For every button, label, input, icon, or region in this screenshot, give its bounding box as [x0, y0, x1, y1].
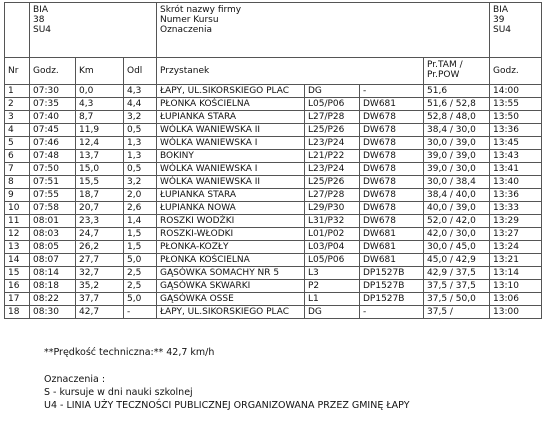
- cell-code: L05/P06: [305, 98, 360, 111]
- cell-line: DP1527B: [360, 293, 424, 306]
- cell-nr: 13: [5, 241, 30, 254]
- cell-code: L01/P02: [305, 228, 360, 241]
- cell-nr: 15: [5, 267, 30, 280]
- cell-km: 42,7: [76, 306, 124, 319]
- cell-code: L25/P26: [305, 124, 360, 137]
- cell-speed: 42,9 / 37,5: [424, 267, 490, 280]
- cell-time2: 13:29: [490, 215, 542, 228]
- cell-time2: 13:45: [490, 137, 542, 150]
- cell-line: -: [360, 85, 424, 98]
- cell-nr: 4: [5, 124, 30, 137]
- cell-nr: 14: [5, 254, 30, 267]
- column-header-row: [5, 58, 542, 85]
- cell-time: 08:22: [30, 293, 76, 306]
- technical-speed-note: **Prędkość techniczna:** 42,7 km/h: [44, 347, 215, 358]
- cell-nr: 10: [5, 202, 30, 215]
- cell-stop: WÓLKA WANIEWSKA I: [157, 137, 305, 150]
- cell-stop: ŁUPIANKA STARA: [157, 189, 305, 202]
- cell-code: L1: [305, 293, 360, 306]
- cell-time2: 13:24: [490, 241, 542, 254]
- cell-speed: 52,8 / 48,0: [424, 111, 490, 124]
- cell-time: 07:48: [30, 150, 76, 163]
- cell-line: DW678: [360, 189, 424, 202]
- cell-line: DW678: [360, 124, 424, 137]
- cell-km: 13,7: [76, 150, 124, 163]
- cell-stop: ŁUPIANKA NOWA: [157, 202, 305, 215]
- cell-time2: 13:41: [490, 163, 542, 176]
- cell-code: L27/P28: [305, 111, 360, 124]
- cell-time: 08:07: [30, 254, 76, 267]
- cell-code: L05/P06: [305, 254, 360, 267]
- header-right-cell: [490, 3, 542, 58]
- header-left-line: BIA: [33, 5, 48, 15]
- cell-stop: WÓLKA WANIEWSKA II: [157, 124, 305, 137]
- cell-speed: 37,5 /: [424, 306, 490, 319]
- header-left-line: 38: [33, 15, 45, 25]
- cell-nr: 12: [5, 228, 30, 241]
- cell-nr: 11: [5, 215, 30, 228]
- cell-time2: 14:00: [490, 85, 542, 98]
- cell-time2: 13:10: [490, 280, 542, 293]
- cell-line: DW678: [360, 215, 424, 228]
- cell-km: 11,9: [76, 124, 124, 137]
- cell-km: 26,2: [76, 241, 124, 254]
- cell-line: DW678: [360, 202, 424, 215]
- table-row: [5, 267, 542, 280]
- cell-code: L29/P30: [305, 202, 360, 215]
- cell-km: 24,7: [76, 228, 124, 241]
- cell-speed: 51,6: [424, 85, 490, 98]
- cell-code: L31/P32: [305, 215, 360, 228]
- cell-line: DW681: [360, 228, 424, 241]
- cell-km: 4,3: [76, 98, 124, 111]
- header-blank-cell: [5, 3, 30, 58]
- cell-time: 08:14: [30, 267, 76, 280]
- cell-odl: 4,3: [124, 85, 157, 98]
- cell-km: 0,0: [76, 85, 124, 98]
- col-header-time: Godz.: [30, 58, 76, 85]
- cell-time2: 13:06: [490, 293, 542, 306]
- cell-km: 18,7: [76, 189, 124, 202]
- cell-time: 07:58: [30, 202, 76, 215]
- cell-speed: 52,0 / 42,0: [424, 215, 490, 228]
- cell-time: 07:51: [30, 176, 76, 189]
- cell-stop: ŁAPY, UL.SIKORSKIEGO PLAC: [157, 85, 305, 98]
- cell-time2: 13:21: [490, 254, 542, 267]
- cell-code: L3: [305, 267, 360, 280]
- header-center-line: Oznaczenia: [160, 25, 212, 35]
- cell-nr: 1: [5, 85, 30, 98]
- cell-time: 08:03: [30, 228, 76, 241]
- table-row: [5, 241, 542, 254]
- cell-speed: 38,4 / 40,0: [424, 189, 490, 202]
- cell-odl: 2,5: [124, 280, 157, 293]
- cell-code: L23/P24: [305, 163, 360, 176]
- cell-stop: BOKINY: [157, 150, 305, 163]
- cell-odl: 5,0: [124, 293, 157, 306]
- cell-speed: 40,0 / 39,0: [424, 202, 490, 215]
- cell-time2: 13:33: [490, 202, 542, 215]
- table-row: [5, 98, 542, 111]
- cell-stop: PŁONKA KOŚCIELNA: [157, 254, 305, 267]
- cell-line: DP1527B: [360, 280, 424, 293]
- cell-nr: 9: [5, 189, 30, 202]
- cell-odl: 0,5: [124, 124, 157, 137]
- cell-km: 15,0: [76, 163, 124, 176]
- table-row: [5, 150, 542, 163]
- cell-time: 08:30: [30, 306, 76, 319]
- cell-stop: ŁAPY, UL.SIKORSKIEGO PLAC: [157, 306, 305, 319]
- cell-time: 07:40: [30, 111, 76, 124]
- cell-odl: -: [124, 306, 157, 319]
- cell-stop: GĄSÓWKA SOMACHY NR 5: [157, 267, 305, 280]
- cell-km: 20,7: [76, 202, 124, 215]
- cell-km: 12,4: [76, 137, 124, 150]
- table-row: [5, 215, 542, 228]
- cell-time: 08:01: [30, 215, 76, 228]
- table-row: [5, 280, 542, 293]
- col-header-km: Km: [76, 58, 124, 85]
- cell-time2: 13:36: [490, 189, 542, 202]
- cell-speed: 42,0 / 30,0: [424, 228, 490, 241]
- cell-line: DW678: [360, 150, 424, 163]
- cell-km: 35,2: [76, 280, 124, 293]
- header-right-line: BIA: [493, 5, 508, 15]
- cell-nr: 7: [5, 163, 30, 176]
- cell-speed: 30,0 / 38,4: [424, 176, 490, 189]
- cell-speed: 45,0 / 42,9: [424, 254, 490, 267]
- cell-odl: 2,6: [124, 202, 157, 215]
- cell-code: DG: [305, 85, 360, 98]
- cell-time: 07:30: [30, 85, 76, 98]
- cell-nr: 18: [5, 306, 30, 319]
- cell-line: -: [360, 306, 424, 319]
- cell-nr: 16: [5, 280, 30, 293]
- cell-speed: 39,0 / 39,0: [424, 150, 490, 163]
- col-header-odl: Odl: [124, 58, 157, 85]
- cell-code: L21/P22: [305, 150, 360, 163]
- cell-time2: 13:50: [490, 111, 542, 124]
- cell-odl: 1,5: [124, 228, 157, 241]
- table-row: [5, 111, 542, 124]
- cell-odl: 4,4: [124, 98, 157, 111]
- col-header-stop: Przystanek: [157, 58, 424, 85]
- table-row: [5, 306, 542, 319]
- cell-line: DW678: [360, 137, 424, 150]
- cell-odl: 2,5: [124, 267, 157, 280]
- cell-time2: 13:40: [490, 176, 542, 189]
- cell-nr: 8: [5, 176, 30, 189]
- cell-code: L27/P28: [305, 189, 360, 202]
- cell-time: 08:05: [30, 241, 76, 254]
- cell-speed: 37,5 / 37,5: [424, 280, 490, 293]
- cell-odl: 1,4: [124, 215, 157, 228]
- header-right-line: 39: [493, 15, 505, 25]
- cell-time: 08:18: [30, 280, 76, 293]
- table-row: [5, 254, 542, 267]
- table-row: [5, 124, 542, 137]
- cell-odl: 3,2: [124, 111, 157, 124]
- cell-odl: 5,0: [124, 254, 157, 267]
- header-center-line: Skrót nazwy firmy: [160, 5, 242, 15]
- table-row: [5, 189, 542, 202]
- table-row: [5, 163, 542, 176]
- cell-speed: 39,0 / 30,0: [424, 163, 490, 176]
- cell-odl: 3,2: [124, 176, 157, 189]
- table-row: [5, 137, 542, 150]
- cell-speed: 30,0 / 39,0: [424, 137, 490, 150]
- col-header-nr: Nr: [5, 58, 30, 85]
- header-row: [5, 3, 542, 58]
- cell-stop: PŁONKA-KOZŁY: [157, 241, 305, 254]
- cell-line: DW678: [360, 111, 424, 124]
- table-row: [5, 85, 542, 98]
- cell-km: 8,7: [76, 111, 124, 124]
- cell-stop: ROSZKI WODŹKI: [157, 215, 305, 228]
- cell-km: 37,7: [76, 293, 124, 306]
- cell-time2: 13:36: [490, 124, 542, 137]
- col-header-speed: Pr.TAM / Pr.POW: [424, 58, 490, 85]
- table-row: [5, 293, 542, 306]
- col-header-time2: Godz.: [490, 58, 542, 85]
- header-center-line: Numer Kursu: [160, 15, 219, 25]
- cell-odl: 2,0: [124, 189, 157, 202]
- table-row: [5, 228, 542, 241]
- cell-nr: 3: [5, 111, 30, 124]
- cell-odl: 0,5: [124, 163, 157, 176]
- cell-line: DW681: [360, 254, 424, 267]
- header-center-cell: [157, 3, 490, 58]
- cell-line: DP1527B: [360, 267, 424, 280]
- timetable: [4, 2, 542, 319]
- cell-km: 32,7: [76, 267, 124, 280]
- cell-line: DW681: [360, 98, 424, 111]
- cell-stop: PŁONKA KOŚCIELNA: [157, 98, 305, 111]
- cell-code: L23/P24: [305, 137, 360, 150]
- cell-odl: 1,3: [124, 150, 157, 163]
- cell-code: DG: [305, 306, 360, 319]
- cell-speed: 37,5 / 50,0: [424, 293, 490, 306]
- table-row: [5, 176, 542, 189]
- cell-time2: 13:27: [490, 228, 542, 241]
- cell-stop: GĄSÓWKA OSSE: [157, 293, 305, 306]
- legend-u4: U4 - LINIA UŻY TECZNOŚCI PUBLICZNEJ ORGANIZOWANA PRZEZ GMINĘ ŁAPY: [44, 400, 410, 411]
- cell-km: 15,5: [76, 176, 124, 189]
- legend-title: Oznaczenia :: [44, 374, 106, 385]
- cell-time2: 13:43: [490, 150, 542, 163]
- cell-speed: 51,6 / 52,8: [424, 98, 490, 111]
- cell-line: DW678: [360, 176, 424, 189]
- header-left-cell: [30, 3, 157, 58]
- cell-odl: 1,5: [124, 241, 157, 254]
- cell-nr: 6: [5, 150, 30, 163]
- cell-nr: 5: [5, 137, 30, 150]
- cell-stop: WÓLKA WANIEWSKA I: [157, 163, 305, 176]
- cell-odl: 1,3: [124, 137, 157, 150]
- cell-stop: ROSZKI-WŁODKI: [157, 228, 305, 241]
- cell-time: 07:45: [30, 124, 76, 137]
- legend-s: S - kursuje w dni nauki szkolnej: [44, 387, 193, 398]
- cell-time: 07:35: [30, 98, 76, 111]
- cell-stop: GĄSÓWKA SKWARKI: [157, 280, 305, 293]
- cell-nr: 17: [5, 293, 30, 306]
- cell-time2: 13:55: [490, 98, 542, 111]
- cell-stop: WÓLKA WANIEWSKA II: [157, 176, 305, 189]
- cell-time: 07:55: [30, 189, 76, 202]
- cell-km: 23,3: [76, 215, 124, 228]
- cell-line: DW678: [360, 163, 424, 176]
- cell-time2: 13:00: [490, 306, 542, 319]
- cell-code: L03/P04: [305, 241, 360, 254]
- cell-nr: 2: [5, 98, 30, 111]
- cell-code: L25/P26: [305, 176, 360, 189]
- cell-time: 07:46: [30, 137, 76, 150]
- cell-km: 27,7: [76, 254, 124, 267]
- cell-time2: 13:14: [490, 267, 542, 280]
- header-right-line: SU4: [493, 25, 512, 35]
- table-row: [5, 202, 542, 215]
- cell-time: 07:50: [30, 163, 76, 176]
- cell-line: DW681: [360, 241, 424, 254]
- cell-speed: 30,0 / 45,0: [424, 241, 490, 254]
- cell-code: P2: [305, 280, 360, 293]
- header-left-line: SU4: [33, 25, 52, 35]
- cell-stop: ŁUPIANKA STARA: [157, 111, 305, 124]
- cell-speed: 38,4 / 30,0: [424, 124, 490, 137]
